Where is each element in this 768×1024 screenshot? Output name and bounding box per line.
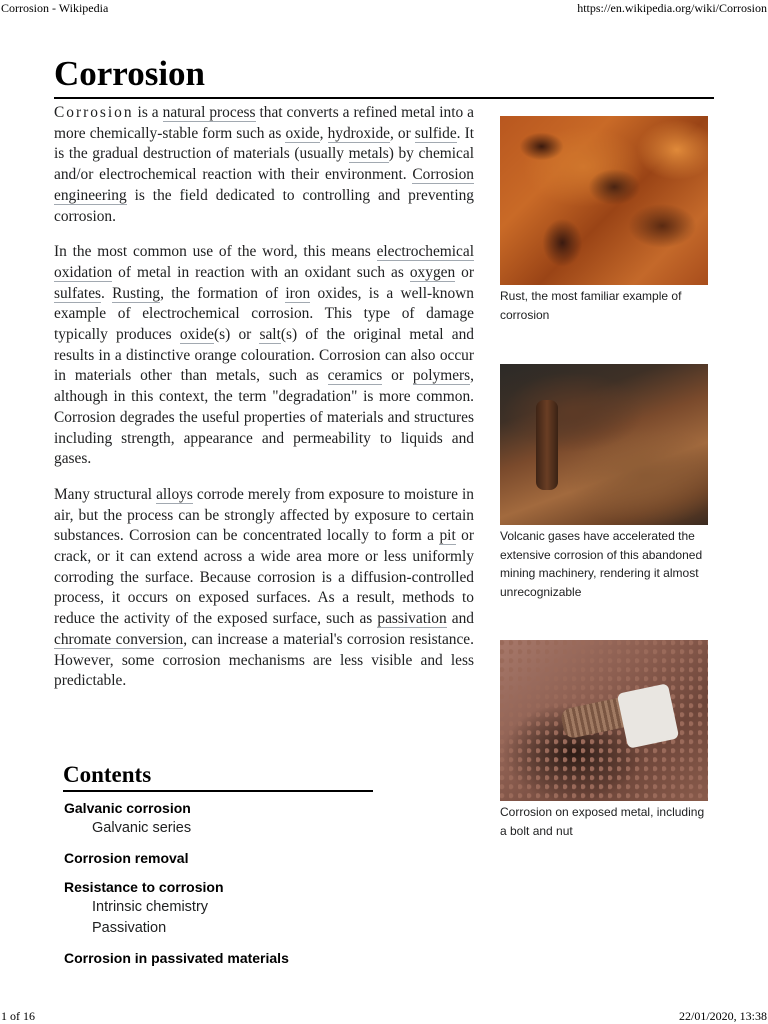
wiki-link[interactable]: pit bbox=[439, 527, 456, 545]
table-of-contents bbox=[64, 799, 289, 978]
wiki-link[interactable]: polymers bbox=[412, 367, 471, 385]
wiki-link[interactable]: alloys bbox=[156, 485, 193, 503]
text-run: that converts a refined metal into a more chemically-stable form such as bbox=[54, 104, 474, 142]
toc-subsection-link[interactable]: Passivation bbox=[92, 920, 167, 936]
rust-image[interactable] bbox=[500, 116, 708, 285]
print-datetime: 22/01/2020, 13:38 bbox=[678, 1009, 767, 1023]
toc-sublist bbox=[64, 818, 289, 839]
article-paragraph bbox=[54, 485, 474, 692]
figure-bolt-nut bbox=[500, 640, 708, 840]
wiki-link[interactable]: oxygen bbox=[409, 263, 456, 281]
text-run: (s) of the original metal and results in a distinctive orange colouration. Corrosion can also occur in materials other than metals, such as bbox=[54, 326, 474, 385]
text-run: , although in this context, the term "degradation" is more common. Corrosion degrades the useful properties of materials and structures including strength, appearance and permeability to liquids and gases. bbox=[54, 367, 474, 468]
toc-sublist bbox=[64, 897, 289, 939]
text-run: . It is the gradual destruction of materials (usually bbox=[54, 124, 474, 163]
text-run: ) by chemical and/or electrochemical reaction with their environment. bbox=[54, 145, 474, 184]
wiki-link[interactable]: Corrosion engineering bbox=[54, 166, 474, 204]
text-run: is a bbox=[133, 104, 163, 121]
text-run: , bbox=[319, 124, 328, 142]
wiki-link[interactable]: sulfates bbox=[54, 284, 102, 302]
wiki-link[interactable]: hydroxide bbox=[327, 124, 390, 142]
toc-item bbox=[64, 849, 289, 868]
bolt-nut-image[interactable] bbox=[500, 640, 708, 801]
wiki-link[interactable]: chromate conversion bbox=[54, 630, 184, 648]
text-run: , can increase a material's corrosion resistance. However, some corrosion mechanisms are less visible and less predictable. bbox=[54, 630, 474, 690]
text-run: or bbox=[455, 263, 475, 281]
page-number: 1 of 16 bbox=[1, 1009, 35, 1023]
wiki-link[interactable]: passivation bbox=[377, 610, 447, 628]
text-run: or crack, or it can extend across a wide area more or less uniformly corroding the surface. Because corrosion is a diffusion-controlled process, it occurs on exposed surfaces. As a result, methods to reduce the activity of the exposed surface, such as bbox=[54, 527, 474, 628]
toc-section-link[interactable]: Corrosion removal bbox=[64, 850, 189, 866]
text-run: is the field dedicated to controlling and preventing corrosion. bbox=[54, 186, 474, 225]
text-run: corrode merely from exposure to moisture in air, but the process can be strongly affected by exposure to certain substances. Corrosion can be concentrated locally to form a bbox=[54, 485, 474, 545]
wiki-link[interactable]: electrochemical bbox=[376, 243, 474, 261]
text-run: oxides, is a well-known example of electrochemical corrosion. This type of damage typically produces bbox=[54, 284, 474, 344]
toc-item bbox=[64, 878, 289, 939]
text-run: Many structural bbox=[54, 485, 157, 503]
text-run: , or bbox=[389, 124, 415, 142]
print-header bbox=[0, 0, 768, 16]
wiki-link[interactable]: ceramics bbox=[327, 367, 383, 385]
article-body bbox=[54, 103, 474, 707]
text-run: and bbox=[446, 610, 474, 628]
text-run: of metal in reaction with an oxidant such as bbox=[112, 263, 410, 281]
wiki-link[interactable]: metals bbox=[348, 145, 389, 163]
text-run: or bbox=[382, 367, 413, 385]
figure-mining-machinery bbox=[500, 364, 708, 601]
article-paragraph bbox=[54, 103, 474, 227]
wiki-link[interactable]: oxidation bbox=[54, 263, 113, 281]
figure-rust bbox=[500, 116, 708, 324]
wiki-link[interactable]: iron bbox=[285, 284, 311, 302]
text-run: (s) or bbox=[214, 326, 260, 344]
figure-caption: Corrosion on exposed metal, including a bolt and nut bbox=[500, 805, 705, 838]
toc-subsection-link[interactable]: Galvanic series bbox=[92, 820, 192, 836]
toc-section-link[interactable]: Resistance to corrosion bbox=[64, 879, 224, 895]
text-run: . bbox=[101, 284, 113, 302]
page-title: Corrosion bbox=[54, 54, 206, 93]
mining-machinery-image[interactable] bbox=[500, 364, 708, 525]
toc-section-link[interactable]: Galvanic corrosion bbox=[64, 800, 191, 816]
figure-caption: Volcanic gases have accelerated the extensive corrosion of this abandoned mining machinery, rendering it almost unrecognizable bbox=[500, 529, 703, 599]
toc-item bbox=[64, 949, 289, 968]
lead-term: Corrosion bbox=[54, 104, 134, 121]
wiki-link[interactable]: Rusting bbox=[112, 284, 161, 302]
text-run: In the most common use of the word, this means bbox=[54, 243, 377, 261]
text-run: , the formation of bbox=[160, 284, 286, 302]
wiki-link[interactable]: oxide bbox=[285, 124, 320, 142]
toc-divider bbox=[63, 790, 373, 792]
toc-subsection-link[interactable]: Intrinsic chemistry bbox=[92, 899, 209, 915]
wiki-link[interactable]: natural process bbox=[162, 104, 256, 121]
wiki-link[interactable]: salt bbox=[259, 326, 281, 344]
print-header-url[interactable]: https://en.wikipedia.org/wiki/Corrosion bbox=[577, 1, 767, 15]
article-paragraph bbox=[54, 242, 474, 470]
title-divider bbox=[54, 97, 714, 99]
toc-title: Contents bbox=[63, 762, 152, 787]
wiki-link[interactable]: oxide bbox=[179, 326, 215, 344]
toc-item bbox=[64, 799, 289, 839]
print-header-title: Corrosion - Wikipedia bbox=[1, 1, 109, 15]
print-footer bbox=[0, 1008, 768, 1024]
toc-section-link[interactable]: Corrosion in passivated materials bbox=[64, 950, 289, 966]
wiki-link[interactable]: sulfide bbox=[414, 124, 457, 142]
figure-caption: Rust, the most familiar example of corrosion bbox=[500, 289, 682, 322]
